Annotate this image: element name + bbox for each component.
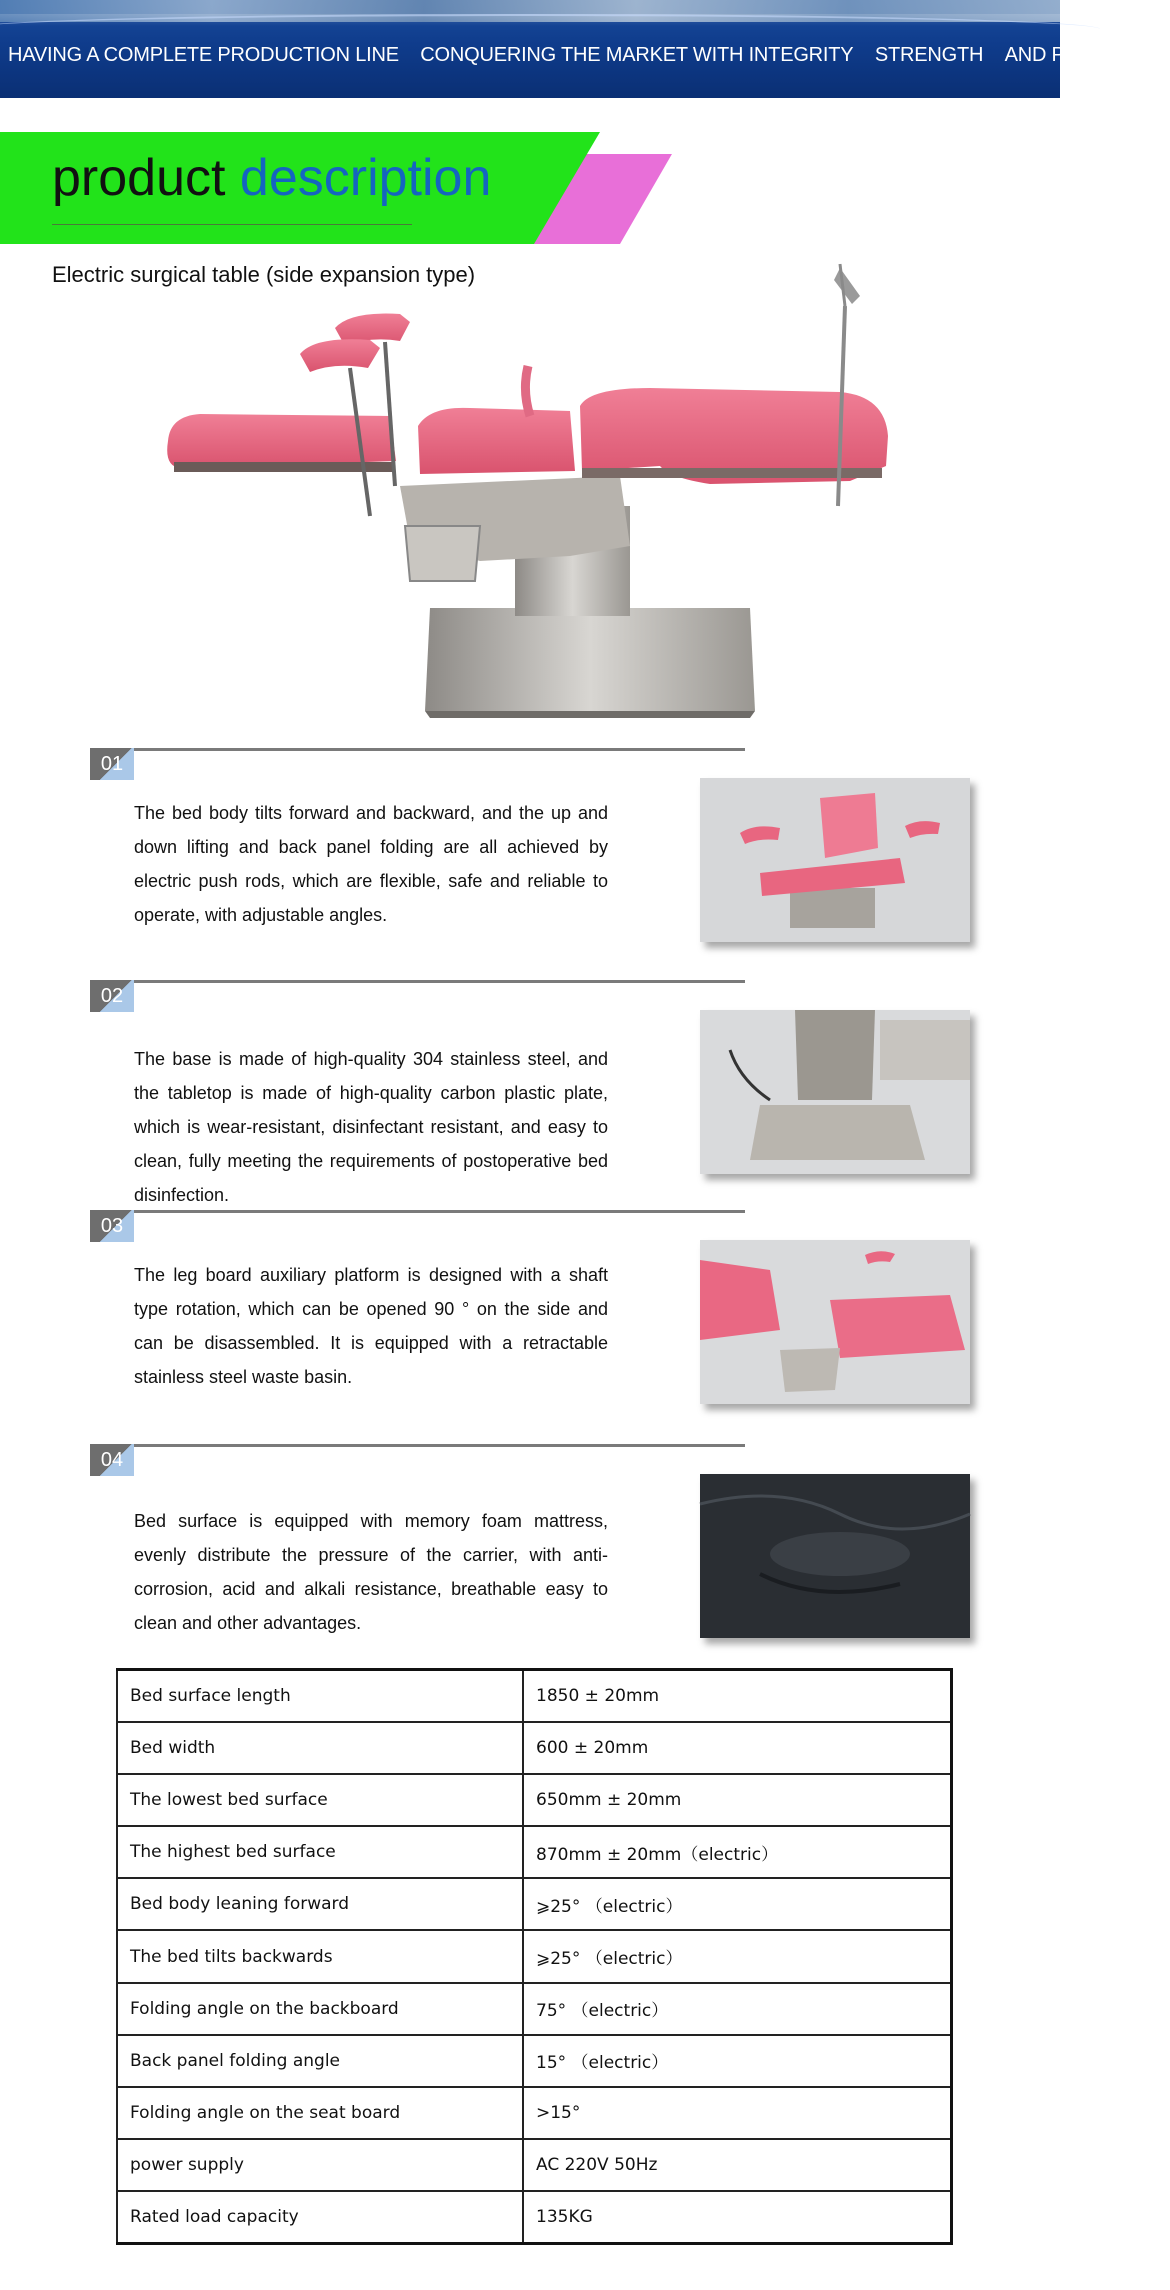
spec-name: power supply (117, 2139, 523, 2191)
seat-board (418, 408, 575, 474)
hero-table-image (150, 256, 910, 726)
feature-image-mattress (700, 1474, 970, 1638)
feature-03 (90, 1210, 990, 1440)
table-row (117, 1826, 952, 1878)
header-banner (0, 0, 1163, 98)
feature-01 (90, 748, 990, 958)
feature-image-base (700, 1010, 970, 1174)
spec-value: 650mm ± 20mm (523, 1774, 952, 1826)
page-title (52, 148, 491, 208)
banner-slogan-4: AND PRODUCTS (1004, 44, 1163, 66)
spec-value: >15° (523, 2087, 952, 2139)
table-row (117, 2191, 952, 2243)
feature-image-tilt-chair (700, 778, 970, 942)
table-row (117, 1878, 952, 1930)
spec-value: AC 220V 50Hz (523, 2139, 952, 2191)
spec-table (116, 1668, 953, 2245)
feature-rule (90, 1444, 745, 1447)
title-word-description: description (239, 149, 492, 207)
spec-name: Bed body leaning forward (117, 1878, 523, 1930)
table-row (117, 2087, 952, 2139)
spec-name: The highest bed surface (117, 1826, 523, 1878)
feature-rule (90, 980, 745, 983)
spec-name: Bed surface length (117, 1670, 523, 1722)
banner-slogan-2: CONQUERING THE MARKET WITH INTEGRITY (420, 44, 854, 66)
spec-value: 870mm ± 20mm（electric） (523, 1826, 952, 1878)
feature-rule (90, 748, 745, 751)
feature-number: 02 (90, 980, 134, 1012)
banner-slogan-1: HAVING A COMPLETE PRODUCTION LINE (8, 44, 399, 66)
feature-text: The leg board auxiliary platform is designed with a shaft type rotation, which can be opened 90 ° on the side and can be disassembled. It is equipped with a retractable stainless steel waste basin. (134, 1265, 608, 1387)
feature-02 (90, 980, 990, 1210)
spec-value: ⩾25° （electric） (523, 1930, 952, 1982)
table-row (117, 2139, 952, 2191)
feature-number: 03 (90, 1210, 134, 1242)
table-row (117, 1774, 952, 1826)
spec-name: Bed width (117, 1722, 523, 1774)
spec-name: Rated load capacity (117, 2191, 523, 2243)
feature-number: 04 (90, 1444, 134, 1476)
table-row (117, 1983, 952, 2035)
feature-rule (90, 1210, 745, 1213)
title-underline (52, 224, 412, 225)
feature-04 (90, 1444, 990, 1664)
spec-value: 75° （electric） (523, 1983, 952, 2035)
banner-slogan (0, 44, 1163, 67)
spec-name: The lowest bed surface (117, 1774, 523, 1826)
feature-number: 01 (90, 748, 134, 780)
feature-image-leg-platform (700, 1240, 970, 1404)
table-row (117, 1670, 952, 1722)
product-name: Electric surgical table (side expansion type) (52, 262, 476, 287)
spec-value: ⩾25° （electric） (523, 1878, 952, 1930)
spec-value: 1850 ± 20mm (523, 1670, 952, 1722)
feature-text: Bed surface is equipped with memory foam mattress, evenly distribute the pressure of the carrier, with anti-corrosion, acid and alkali resistance, breathable easy to clean and other advantages. (134, 1511, 608, 1633)
spec-name: Folding angle on the seat board (117, 2087, 523, 2139)
feature-text: The bed body tilts forward and backward, and the up and down lifting and back panel folding are all achieved by electric push rods, which are flexible, safe and reliable to operate, with adjustable angles. (134, 803, 608, 925)
spec-name: The bed tilts backwards (117, 1930, 523, 1982)
section-title (0, 132, 640, 247)
table-row (117, 2035, 952, 2087)
spec-name: Back panel folding angle (117, 2035, 523, 2087)
spec-name: Folding angle on the backboard (117, 1983, 523, 2035)
table-row (117, 1722, 952, 1774)
table-row (117, 1930, 952, 1982)
feature-text: The base is made of high-quality 304 stainless steel, and the tabletop is made of high-quality carbon plastic plate, which is wear-resistant, disinfectant resistant, and easy to clean, fully meeting the requirements of postoperative bed disinfection. (134, 1049, 608, 1205)
title-word-product: product (52, 149, 226, 207)
spec-value: 600 ± 20mm (523, 1722, 952, 1774)
spec-value: 15° （electric） (523, 2035, 952, 2087)
banner-curve-line (0, 14, 1100, 44)
table-base (425, 608, 755, 711)
banner-slogan-3: STRENGTH (874, 44, 984, 66)
spec-value: 135KG (523, 2191, 952, 2243)
